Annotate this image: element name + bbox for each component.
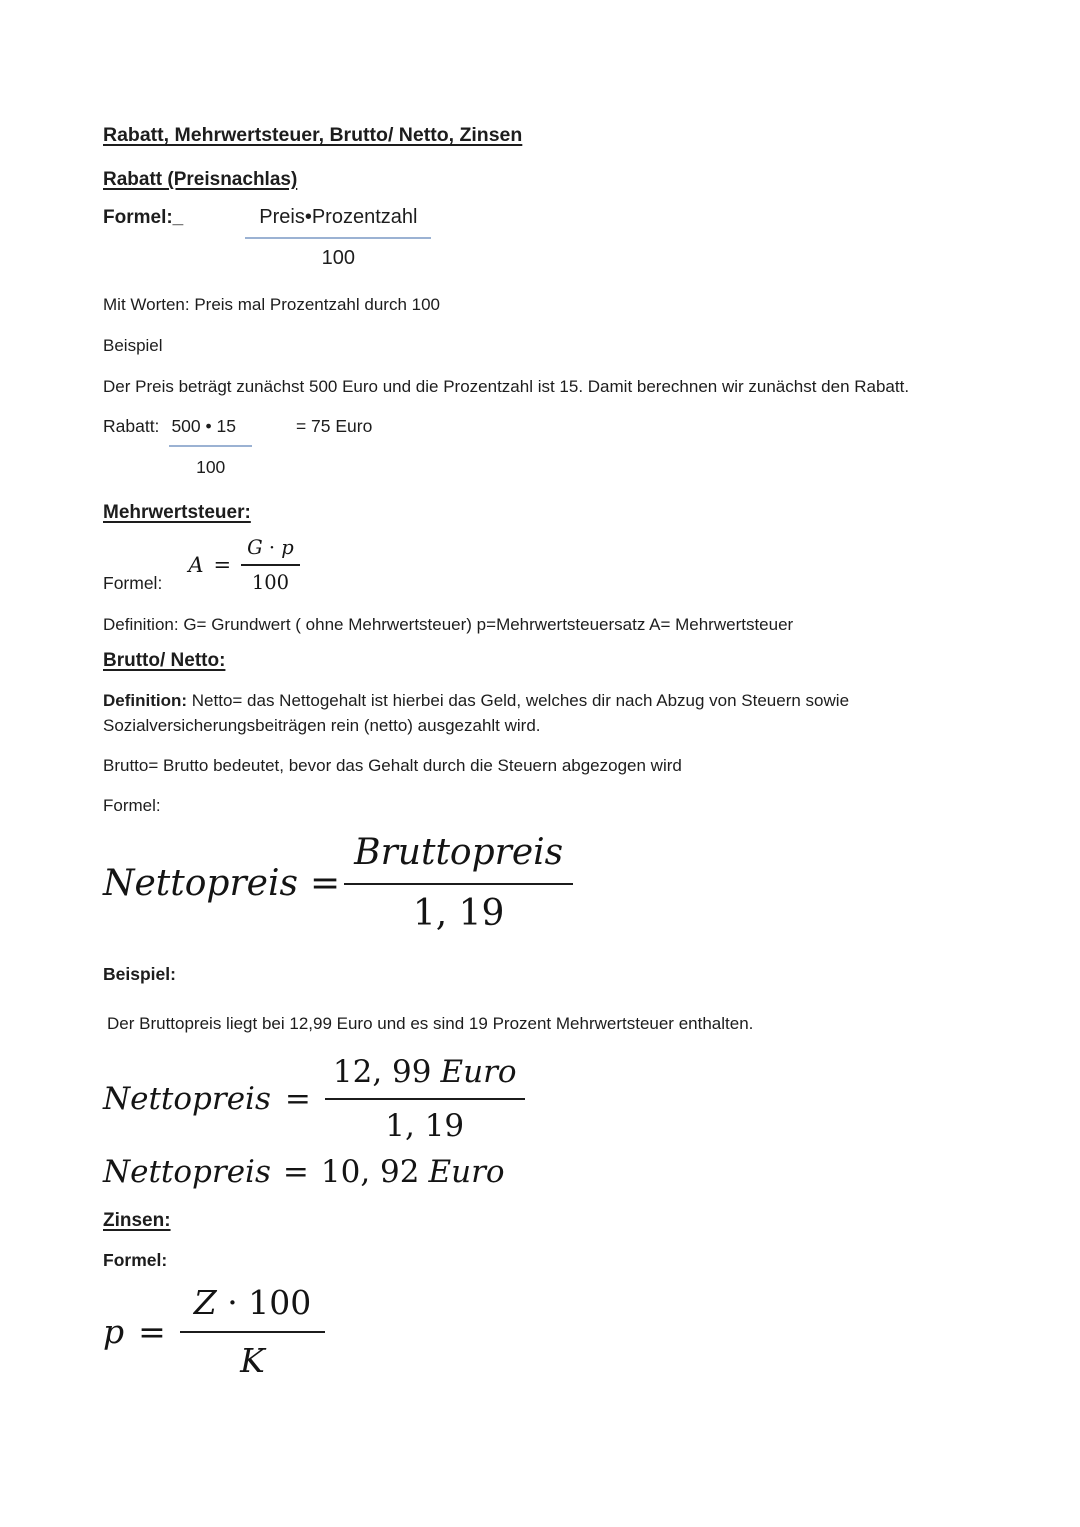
formula-lhs: Nettopreis (103, 862, 298, 904)
formel-label: Formel: (103, 573, 163, 593)
rabatt-rechnung-row (103, 413, 970, 480)
fraction-denominator: 100 (321, 247, 356, 269)
fraction-denominator: 1, 19 (385, 1108, 465, 1144)
beispiel-paragraph: Der Bruttopreis liegt bei 12,99 Euro und es sind 19 Prozent Mehrwertsteuer enthalten. (107, 1014, 754, 1033)
nettopreis-formula (103, 832, 970, 934)
formula-lhs: Nettopreis (103, 1081, 271, 1117)
nettopreis-beispiel-formula (103, 1054, 970, 1144)
fraction-denominator: 100 (196, 457, 226, 477)
definition-text: Netto= das Nettogehalt ist hierbei das Geld, welches dir nach Abzug von Steuern sowie Sozialversicherungsbeiträgen rein (netto) ausgezahlt wird. (103, 691, 850, 735)
beispiel-label: Beispiel (103, 336, 163, 355)
beispiel-text: Der Preis beträgt zunächst 500 Euro und die Prozentzahl ist 15. Damit berechnen wir zunächst den Rabatt. (103, 377, 910, 396)
equals-sign: = (282, 1154, 309, 1190)
formel-label: Formel: (103, 796, 161, 815)
zinsen-formula (103, 1283, 970, 1380)
formel-label: Formel: (103, 1250, 168, 1270)
equals-sign: = (284, 1081, 311, 1117)
fraction-numerator: Preis•Prozentzahl (245, 205, 431, 239)
section-heading-zinsen: Zinsen: (103, 1210, 171, 1231)
beispiel-heading: Beispiel: (103, 964, 176, 984)
math-fraction (344, 832, 573, 934)
nettopreis-result-formula (103, 1154, 970, 1190)
fraction-numerator: 500 • 15 (169, 413, 252, 447)
mwst-formel-row (103, 536, 970, 594)
fraction-denominator: 1, 19 (412, 893, 505, 934)
mwst-formula (188, 536, 299, 594)
page-title: Rabatt, Mehrwertsteuer, Brutto/ Netto, Zinsen (103, 124, 523, 146)
equals-sign: = (138, 1312, 166, 1351)
fraction-numerator: 12, 99 Euro (325, 1054, 525, 1100)
section-heading-rabatt: Rabatt (Preisnachlas) (103, 169, 298, 190)
result-unit: Euro (428, 1154, 505, 1190)
fraction-numerator: Z · 100 (180, 1283, 325, 1333)
formula-lhs: Nettopreis (103, 1154, 271, 1190)
math-fraction (180, 1283, 325, 1380)
result-value: 10, 92 (320, 1154, 420, 1190)
mwst-definition-text: Definition: G= Grundwert ( ohne Mehrwertsteuer) p=Mehrwertsteuersatz A= Mehrwertsteuer (103, 615, 794, 634)
equals-sign: = (309, 862, 341, 904)
fraction-numerator: Bruttopreis (344, 832, 573, 885)
rabatt-formel-row (103, 205, 970, 270)
fraction-numerator: G · p (241, 536, 300, 566)
equals-sign: = (213, 553, 232, 577)
definition-label: Definition: (103, 691, 188, 710)
section-heading-mehrwertsteuer: Mehrwertsteuer: (103, 502, 251, 523)
rabatt-rechnung-fraction (169, 413, 252, 480)
math-fraction (241, 536, 300, 594)
fraction-denominator: 100 (251, 571, 290, 594)
rabatt-formel-fraction (245, 205, 431, 270)
formel-label: Formel:_ (103, 207, 184, 228)
rechnung-label: Rabatt: (103, 416, 160, 436)
mit-worten-text: Mit Worten: Preis mal Prozentzahl durch 100 (103, 295, 440, 314)
formula-lhs: p (103, 1312, 125, 1351)
rechnung-result: = 75 Euro (295, 416, 373, 436)
fraction-denominator: K (240, 1341, 265, 1380)
formula-lhs: A (188, 553, 204, 577)
math-fraction (325, 1054, 525, 1144)
brutto-text: Brutto= Brutto bedeutet, bevor das Gehalt durch die Steuern abgezogen wird (103, 756, 682, 775)
brutto-netto-definition (103, 688, 970, 738)
section-heading-brutto-netto: Brutto/ Netto: (103, 650, 226, 671)
